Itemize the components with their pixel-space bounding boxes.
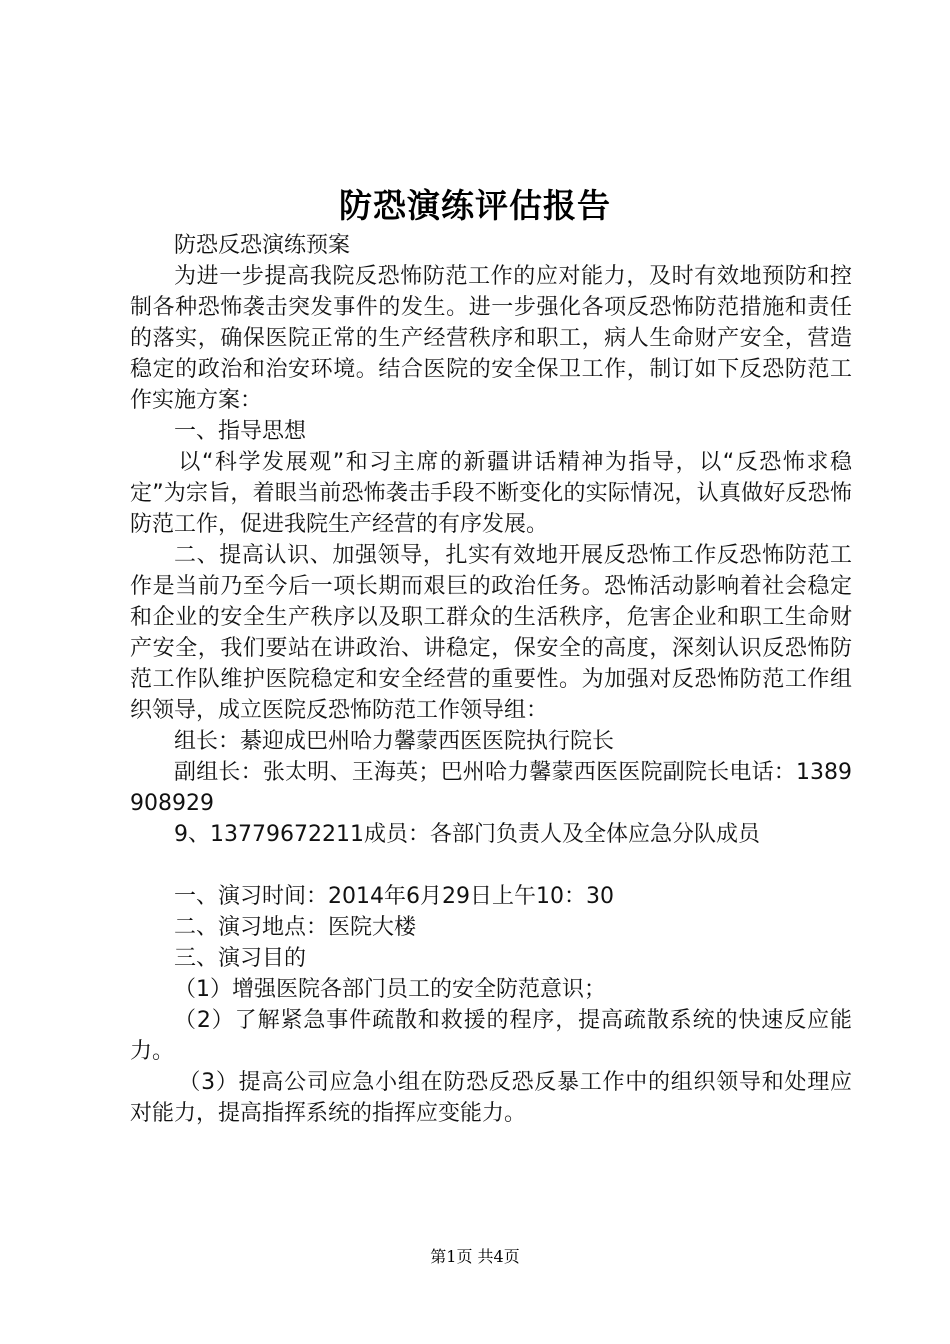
drill-purpose-heading: 三、演习目的	[174, 946, 307, 971]
purpose-item-2: （2）了解紧急事件疏散和救援的程序，提高疏散系统的快速反应能力。	[130, 1008, 852, 1064]
intro-paragraph: 为进一步提高我院反恐怖防范工作的应对能力，及时有效地预防和控制各种恐怖袭击突发事件的发生。进一步强化各项反恐怖防范措施和责任的落实，确保医院正常的生产经营秩序和职工，病人生命财产安全，营造稳定的政治和治安环境。结合医院的安全保卫工作，制订如下反恐防范工作实施方案：	[130, 264, 852, 413]
page-footer: 第1页 共4页	[430, 1247, 520, 1266]
document-body	[130, 230, 852, 1129]
purpose-item-3: （3）提高公司应急小组在防恐反恐反暴工作中的组织领导和处理应对能力，提高指挥系统的指挥应变能力。	[130, 1070, 852, 1126]
drill-time-line: 一、演习时间：2014年6月29日上午10：30	[174, 884, 614, 909]
plan-subtitle: 防恐反恐演练预案	[174, 233, 351, 258]
purpose-item-1: （1）增强医院各部门员工的安全防范意识；	[174, 977, 606, 1002]
drill-location-line: 二、演习地点：医院大楼	[174, 915, 417, 940]
leadership-paragraph: 二、提高认识、加强领导，扎实有效地开展反恐怖工作反恐怖防范工作是当前乃至今后一项长期而艰巨的政治任务。恐怖活动影响着社会稳定和企业的安全生产秩序以及职工群众的生活秩序，危害企业和职工生命财产安全，我们要站在讲政治、讲稳定，保安全的高度，深刻认识反恐怖防范工作队维护医院稳定和安全经营的重要性。为加强对反恐怖防范工作组织领导，成立医院反恐怖防范工作领导组：	[130, 543, 852, 723]
guiding-thought-paragraph: 以“科学发展观”和习主席的新疆讲话精神为指导，以“反恐怖求稳定”为宗旨，着眼当前恐怖袭击手段不断变化的实际情况，认真做好反恐怖防范工作，促进我院生产经营的有序发展。	[130, 450, 852, 537]
section-heading-guiding-thought: 一、指导思想	[174, 419, 307, 444]
document-title: 防恐演练评估报告	[339, 186, 611, 225]
members-line: 9、13779672211成员：各部门负责人及全体应急分队成员	[174, 822, 760, 847]
group-leader-line: 组长：綦迎成巴州哈力馨蒙西医医院执行院长	[174, 729, 615, 754]
blank-line	[130, 850, 852, 881]
deputy-leader-line: 副组长：张太明、王海英；巴州哈力馨蒙西医医院副院长电话：1389908929	[130, 760, 852, 816]
